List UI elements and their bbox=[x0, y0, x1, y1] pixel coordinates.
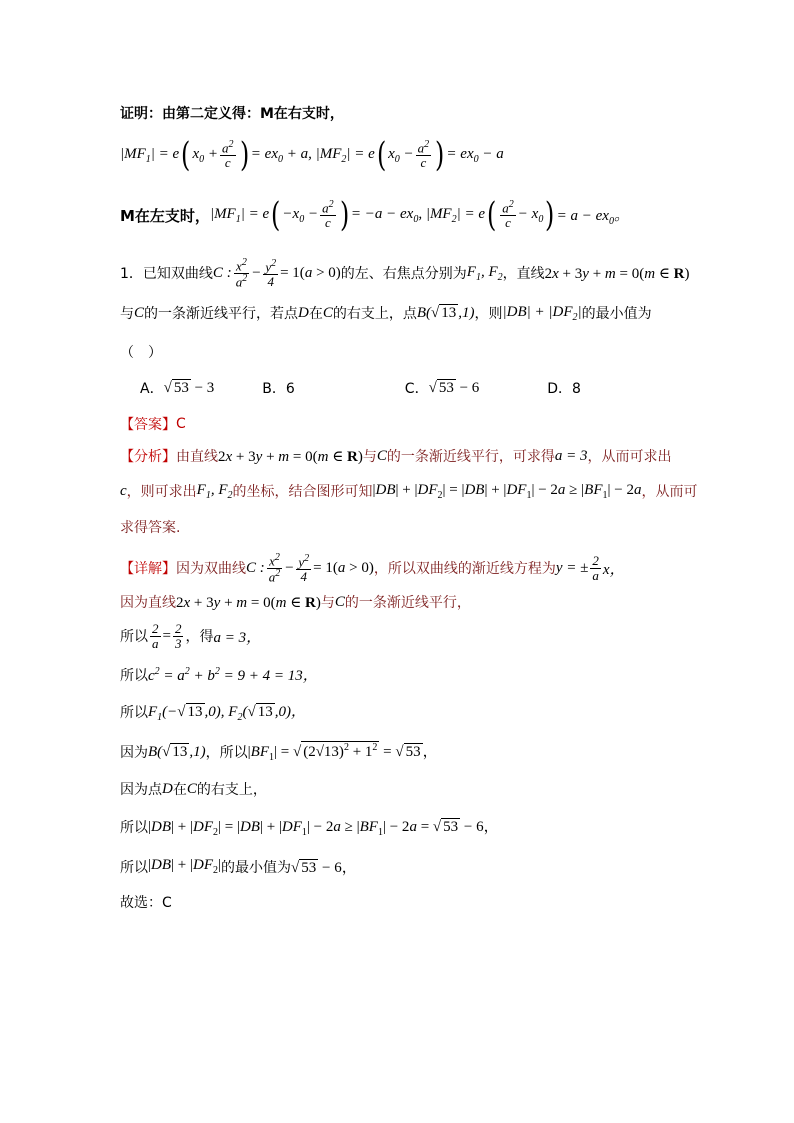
problem-line-1: 1．已知双曲线 C : $\frac{x^2}{a^2}$ − $\frac{y^2}{4}$ = 1(a > 0) 的左、右焦点分别为 $F_1$, $F_2$ ，直线 2x + 3y + m = 0(m ∈ R) bbox=[120, 257, 690, 290]
problem-blank: （ ） bbox=[120, 345, 162, 361]
right-branch-formula: $|MF_1| = e$ ( $x_0$ + $\frac{a^2}{c}$ ) = $ex_0 + a$, $|MF_2| = e$ ( $x_0$ − $\frac{a^2}{c}$ ) = $ex_0 - a$ bbox=[120, 135, 504, 175]
proof-heading bbox=[120, 103, 344, 123]
detail-line-4: 所以 $c^2 = a^2 + b^2 = 9 + 4 = 13$， bbox=[120, 666, 318, 684]
left-branch-formula: M在左支时， $|MF_1| = e$ ( $-x_0$ − $\frac{a^2}{c}$ ) = $-a - ex_0$, $|MF_2| = e$ ( $\frac{a^2}{c}$ − $x_0$ ) = $a - ex_0$。 bbox=[120, 195, 629, 235]
detail-line-6: 因为 B(√ 13 ,1) ，所以 $|BF_1|$ = √ $(2√13)^2 + 1^2$ = √ 53 ， bbox=[120, 742, 438, 763]
analysis-line-1: 【分析】 由直线 2x + 3y + m = 0(m ∈ R) 与 C 的一条渐近线平行，可求得 a = 3 ，从而可求出 bbox=[120, 447, 672, 465]
detail-line-7: 因为点 D 在 C 的右支上， bbox=[120, 780, 267, 798]
detail-line-3: 所以 $\frac{2}{a}$ = $\frac{2}{3}$ ，得 a = 3， bbox=[120, 621, 262, 651]
answer-line bbox=[120, 414, 186, 434]
option-d: D．8 bbox=[547, 381, 581, 397]
problem-line-2: 与 C 的一条渐近线平行，若点 D 在 C 的右支上，点 B(√ 13 ,1) ，则 $|DB| + |DF_2|$ 的最小值为 bbox=[120, 303, 652, 323]
problem-number: 1．已知双曲线 bbox=[120, 266, 213, 283]
answer-label: 【答案】 bbox=[120, 417, 176, 433]
detail-final bbox=[120, 892, 172, 912]
option-b: B．6 bbox=[262, 381, 295, 397]
options-row: A． √ 53 − 3 B．6 C． √ 53 − 6 D．8 bbox=[140, 380, 581, 397]
proof-heading-text: 证明：由第二定义得：M在右支时， bbox=[120, 106, 344, 122]
detail-line-9: 所以 $|DB| + |DF_2|$ 的最小值为 √ 53 − 6， bbox=[120, 857, 357, 876]
answer-value: C bbox=[176, 416, 186, 432]
detail-line-2: 因为直线 2x + 3y + m = 0(m ∈ R) 与 C 的一条渐近线平行， bbox=[120, 593, 471, 611]
left-branch-label: M在左支时， bbox=[120, 206, 210, 225]
option-c: C． bbox=[404, 381, 429, 397]
detail-line-1: 【详解】 因为双曲线 C : $\frac{x^2}{a^2}$ − $\frac{y^2}{4}$ = 1(a > 0) ，所以双曲线的渐近线方程为 y = ± $\frac{2}{a}$ x， bbox=[120, 552, 625, 585]
option-a: A． bbox=[140, 381, 164, 397]
detail-label: 【详解】 bbox=[120, 561, 176, 578]
detail-line-8: 所以 $|DB| + |DF_2| = |DB| + |DF_1| - 2a \ge |BF_1| - 2a$ = √ 53 − 6， bbox=[120, 819, 499, 838]
analysis-label: 【分析】 bbox=[120, 449, 176, 465]
final-choice: 故选：C bbox=[120, 895, 172, 911]
analysis-line-2: c ，则可求出 $F_1$, $F_2$ 的坐标，结合图形可知 $|DB| + |DF_2| = |DB| + |DF_1| - 2a \ge |BF_1| - 2a$ ，从而可 bbox=[120, 481, 698, 501]
analysis-line-3: 求得答案. bbox=[120, 520, 181, 536]
detail-line-5: 所以 $F_1(-√$ 13 ,0), $F_2(√$ 13 ,0)， bbox=[120, 704, 306, 723]
